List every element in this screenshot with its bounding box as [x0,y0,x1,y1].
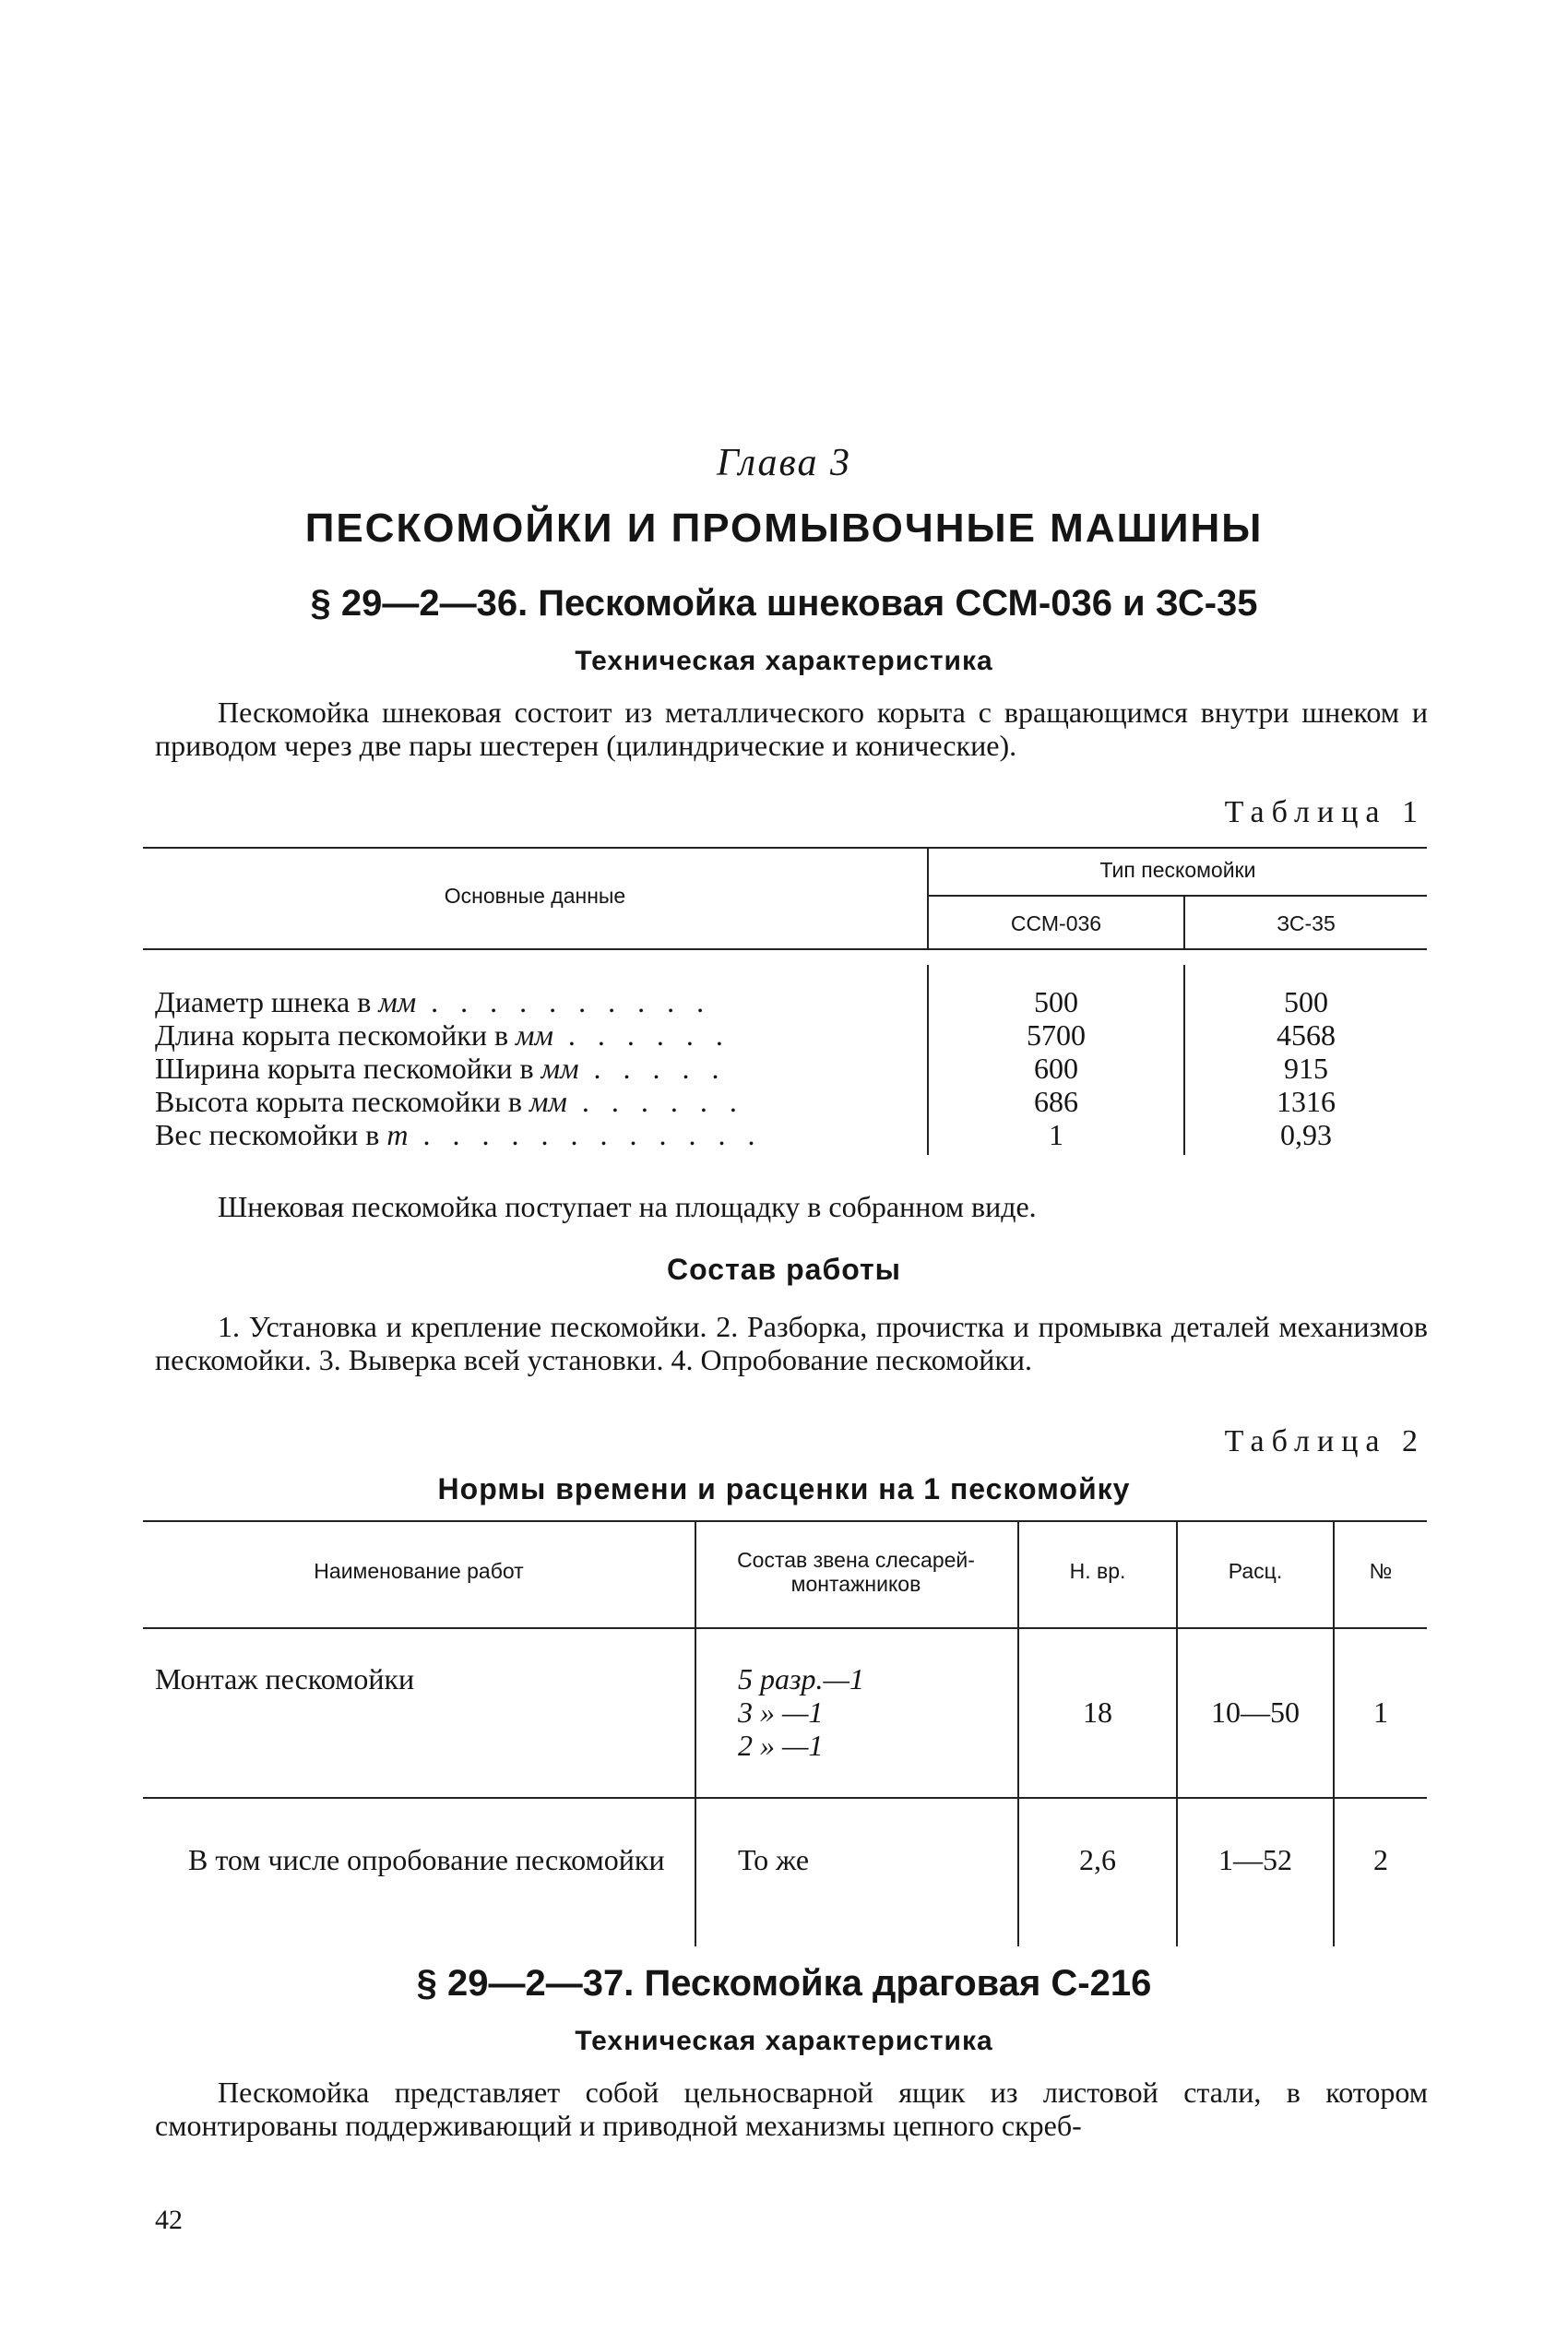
table2-row-rule [143,1797,1427,1799]
table2-cell-work: Монтаж пескомойки [155,1662,415,1695]
table2-header-no: № [1369,1559,1393,1583]
section2-subtitle: Техническая характеристика [575,2026,993,2056]
table2-cell-no: 1 [1373,1695,1388,1729]
crew-line: 2 » —1 [738,1729,824,1762]
table2-cell-crew: То же [738,1843,810,1876]
crew-line: 3 » —1 [738,1695,824,1729]
page-number: 42 [155,2205,183,2235]
work-heading: Состав работы [667,1253,901,1286]
table2-top-rule [143,1520,1427,1522]
row-name: Ширина корыта пескомойки в [155,1052,541,1085]
table1-cell-b: 0,93 [1280,1118,1332,1151]
row-unit: т [386,1118,409,1151]
table2-vrule-1 [695,1522,696,1946]
table2-cell-work: В том числе опробование пескомойки [188,1843,665,1876]
table1-cell-b: 4568 [1277,1018,1336,1052]
table2-cell-hours: 2,6 [1079,1843,1116,1876]
leader-dots: . . . . . . . . . . [416,985,712,1018]
table2-vrule-3 [1176,1522,1178,1946]
table1-cell-b: 1316 [1277,1085,1336,1118]
table1-header-basic: Основные данные [444,884,626,908]
leader-dots: . . . . . . . . . . . . [408,1118,763,1151]
intro-text: Пескомойка шнековая состоит из металлического корыта с вращающимся внутри шнеком и приводом через две пары шестерен (цилиндрические и конические). [155,696,1428,762]
table1-cell-b: 915 [1284,1052,1328,1085]
table2-header-hours: Н. вр. [1069,1559,1126,1583]
delivery-text: Шнековая пескомойка поступает на площадку в собранном виде. [218,1190,1037,1223]
table1-cell-a: 1 [1049,1118,1063,1151]
table1-cell-a: 5700 [1027,1018,1086,1052]
table1-label: Таблица 1 [1224,795,1425,829]
row-unit: мм [529,1085,567,1118]
crew-line: 5 разр.—1 [738,1662,864,1695]
table2-cell-hours: 18 [1083,1695,1112,1729]
section-title: § 29—2—36. Пескомойка шнековая ССМ-036 и ЗС-35 [310,583,1258,624]
table2-cell-no: 2 [1373,1843,1388,1876]
table2-title: Нормы времени и расценки на 1 пескомойку [437,1472,1131,1505]
chapter-label: Глава 3 [717,442,851,484]
work-text: 1. Установка и крепление пескомойки. 2. Разборка, прочистка и промывка деталей механизмов пескомойки. 3. Выверка всей установки. 4. Опробование пескомойки. [155,1310,1428,1376]
table2-header-rule [143,1627,1427,1629]
table2-label: Таблица 2 [1224,1424,1425,1458]
row-unit: мм [540,1052,579,1085]
row-name: Диаметр шнека в [155,985,379,1018]
row-unit: мм [378,985,417,1018]
row-unit: мм [516,1018,553,1052]
chapter-title: ПЕСКОМОЙКИ И ПРОМЫВОЧНЫЕ МАШИНЫ [304,506,1264,551]
table2-vrule-4 [1333,1522,1335,1946]
row-name: Вес пескомойки в [155,1118,387,1151]
leader-dots: . . . . . [578,1052,727,1085]
table2-cell-rate: 10—50 [1211,1695,1300,1729]
table2-header-crew: Состав звена слесарей-монтажников [737,1548,975,1596]
table2-header-rate: Расц. [1228,1559,1283,1583]
section-subtitle: Техническая характеристика [575,646,993,676]
leader-dots: . . . . . . [552,1018,731,1052]
table2-header-work: Наименование работ [314,1559,524,1583]
row-name: Длина корыта пескомойки в [155,1018,517,1052]
table2-vrule-2 [1017,1522,1019,1946]
table1-header-type: Тип пескомойки [1099,858,1256,882]
table1-cell-b: 500 [1284,985,1328,1018]
table2-cell-crew [738,1662,864,1762]
section2-paragraph [155,2076,1428,2142]
table1-cell-a: 686 [1034,1085,1078,1118]
row-name: Высота корыта пескомойки в [155,1085,529,1118]
leader-dots: . . . . . . [566,1085,744,1118]
table1-cell-a: 600 [1034,1052,1078,1085]
table1-cell-a: 500 [1034,985,1078,1018]
table1-header-a: ССМ-036 [1010,911,1102,935]
table2-cell-rate: 1—52 [1218,1843,1292,1876]
section2-text: Пескомойка представляет собой цельносварной ящик из листовой стали, в котором смонтированы поддерживающий и приводной механизмы цепного скреб- [155,2076,1428,2142]
section2-title: § 29—2—37. Пескомойка драговая С-216 [416,1963,1152,2004]
table1-header-b: ЗС-35 [1277,911,1336,935]
